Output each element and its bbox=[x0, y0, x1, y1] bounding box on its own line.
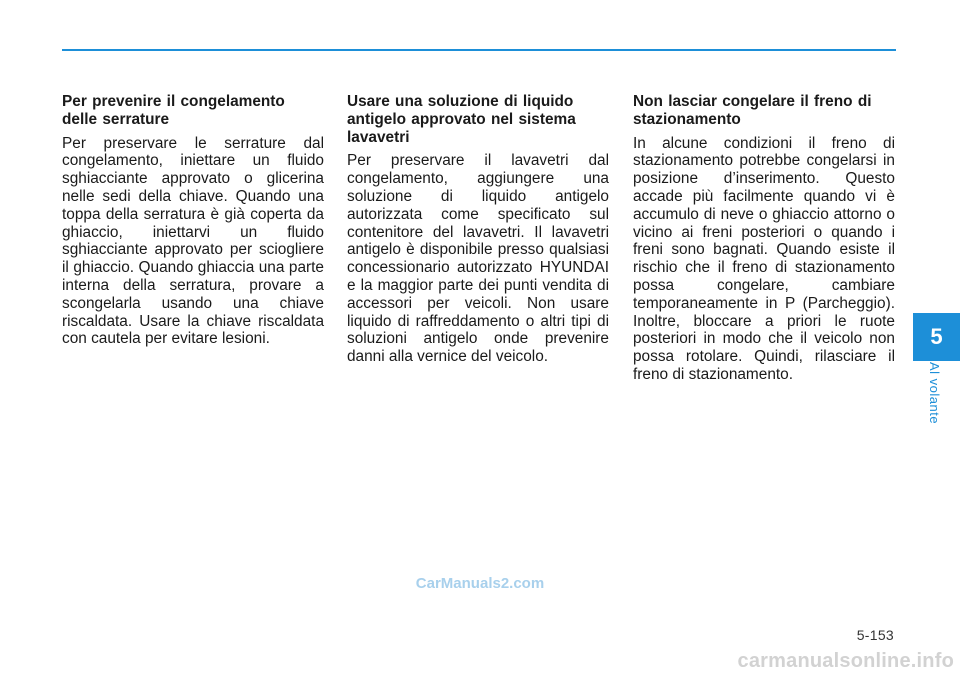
watermark-carmanualsonline: carmanualsonline.info bbox=[737, 650, 954, 672]
section-body: Per preservare le serrature dal congelamento, iniettare un fluido sghiacciante approvato o glicerina nelle sedi della chiave. Quando una toppa della serratura è già coperta da ghiaccio, iniettarvi un fluido sghiacciante approvato per sciogliere il ghiaccio. Quando ghiaccia una parte interna della serratura, provare a scongelarla usando una chiave riscaldata. Usare la chiave riscaldata con cautela per evitare lesioni. bbox=[62, 134, 324, 348]
section-washer-antifreeze bbox=[347, 93, 609, 366]
section-lock-freezing bbox=[62, 93, 324, 348]
section-body: In alcune condizioni il freno di stazionamento potrebbe congelarsi in posizione d’inserimento. Questo accade più facilmente quando vi è accumulo di neve o ghiaccio attorno o vicino ai freni posteriori o quando i freni sono bagnati. Quando esiste il rischio che il freno di stazionamento possa congelare, cambiare temporaneamente in P (Parcheggio). Inoltre, bloccare a priori le ruote posteriori in modo che il veicolo non possa rotolare. Quindi, rilasciare il freno di stazionamento. bbox=[633, 134, 895, 383]
section-heading: Per prevenire il congelamento delle serrature bbox=[62, 93, 285, 128]
watermark-carmanuals2: CarManuals2.com bbox=[415, 575, 545, 592]
section-parking-brake bbox=[633, 93, 895, 384]
chapter-title: Al volante bbox=[927, 362, 942, 425]
header-rule bbox=[62, 49, 896, 51]
page-number: 5-153 bbox=[856, 627, 894, 643]
section-heading: Usare una soluzione di liquido antigelo approvato nel sistema lavavetri bbox=[347, 93, 576, 146]
section-body: Per preservare il lavavetri dal congelamento, aggiungere una soluzione di liquido antigelo autorizzata come specificato sul contenitore del lavavetri. Il lavavetri antigelo è disponibile presso qualsiasi concessionario autorizzato HYUNDAI e la maggior parte dei punti vendita di accessori per veicoli. Non usare liquido di raffreddamento o altri tipi di soluzioni antigelo onde prevenire danni alla vernice del veicolo. bbox=[347, 152, 609, 366]
chapter-number-tab: 5 bbox=[913, 313, 960, 361]
section-heading: Non lasciar congelare il freno di stazionamento bbox=[633, 93, 872, 128]
